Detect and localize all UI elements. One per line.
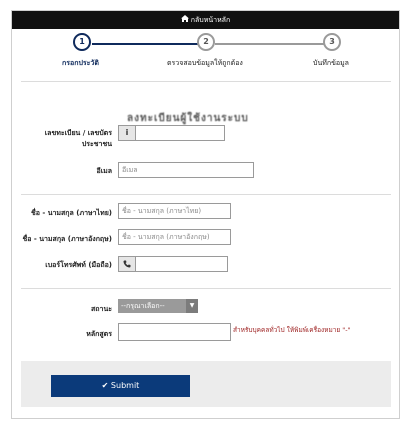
status-select-value: --กรุณาเลือก-- xyxy=(121,302,165,310)
course-note: สำหรับบุคคลทั่วไป ให้พิมพ์เครื่องหมาย "-" xyxy=(233,326,351,334)
check-icon: ✔ xyxy=(101,381,109,390)
step-3-circle: 3 xyxy=(323,33,341,51)
status-select[interactable] xyxy=(118,299,198,313)
id-card-input[interactable] xyxy=(135,125,225,141)
stepper-line-inactive xyxy=(215,43,324,45)
step-1-label: กรอกประวัติ xyxy=(62,59,99,67)
phone-input[interactable] xyxy=(135,256,228,272)
step-3-label: บันทึกข้อมูล xyxy=(313,59,349,67)
email-label: อีเมล xyxy=(96,167,112,175)
step-1-circle: 1 xyxy=(73,33,91,51)
name-en-input[interactable]: ชื่อ - นามสกุล (ภาษาอังกฤษ) xyxy=(118,229,231,245)
submit-button[interactable] xyxy=(51,375,190,397)
home-link[interactable] xyxy=(12,11,399,29)
form-footer xyxy=(21,361,391,407)
name-en-label: ชื่อ - นามสกุล (ภาษาอังกฤษ) xyxy=(22,235,112,243)
course-label: หลักสูตร xyxy=(86,330,112,338)
divider-1 xyxy=(21,194,391,195)
status-label: สถานะ xyxy=(91,305,112,313)
phone-label: เบอร์โทรศัพท์ (มือถือ) xyxy=(45,261,112,269)
home-icon xyxy=(181,11,189,29)
form-heading: ลงทะเบียนผู้ใช้งานระบบ xyxy=(127,113,249,124)
chevron-down-icon: ▼ xyxy=(186,299,198,313)
id-card-label: เลขทะเบียน / เลขบัตรประชาชน xyxy=(44,129,112,148)
email-input[interactable]: อีเมล xyxy=(118,162,254,178)
name-th-input[interactable]: ชื่อ - นามสกุล (ภาษาไทย) xyxy=(118,203,231,219)
stepper-line-active xyxy=(92,43,198,45)
step-2-circle: 2 xyxy=(197,33,215,51)
divider-top xyxy=(21,81,391,82)
registration-frame xyxy=(11,10,400,419)
step-2-label: ตรวจสอบข้อมูลให้ถูกต้อง xyxy=(167,59,243,67)
course-input[interactable] xyxy=(118,323,231,341)
divider-2 xyxy=(21,288,391,289)
submit-button-label: Submit xyxy=(110,381,140,390)
progress-stepper xyxy=(12,31,399,77)
info-icon: i xyxy=(118,125,136,141)
phone-icon xyxy=(118,256,136,272)
name-th-label: ชื่อ - นามสกุล (ภาษาไทย) xyxy=(30,209,112,217)
home-link-label: กลับหน้าหลัก xyxy=(190,16,231,24)
